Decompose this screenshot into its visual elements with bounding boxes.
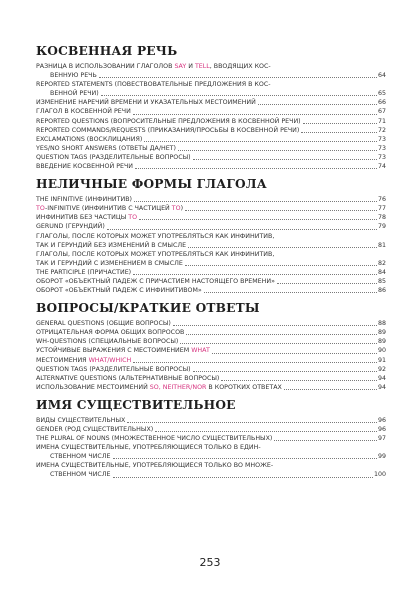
toc-entry-line bbox=[36, 71, 386, 80]
page-ref: 76 bbox=[377, 196, 386, 204]
toc-entry-line bbox=[36, 319, 386, 328]
toc-entry-text bbox=[36, 195, 132, 204]
toc-entry-line bbox=[36, 337, 386, 346]
toc-entry-text bbox=[36, 374, 219, 383]
toc-entry-line bbox=[36, 268, 386, 277]
entry-text-part: УСТОЙЧИВЫЕ ВЫРАЖЕНИЯ С МЕСТОИМЕНИЕМ bbox=[36, 347, 192, 355]
dot-leader bbox=[258, 104, 377, 105]
page-ref: 71 bbox=[377, 117, 386, 125]
page-ref: 100 bbox=[373, 471, 386, 479]
toc-entry-text bbox=[36, 222, 105, 231]
toc-entry[interactable] bbox=[22, 80, 386, 98]
toc-entry-line bbox=[36, 232, 386, 241]
toc-entry-text bbox=[36, 204, 183, 213]
toc-entry-line bbox=[36, 452, 386, 461]
dot-leader bbox=[193, 159, 377, 160]
entry-text-part: QUESTION TAGS (РАЗДЕЛИТЕЛЬНЫЕ ВОПРОСЫ) bbox=[36, 365, 191, 373]
toc-section bbox=[22, 398, 386, 480]
toc-entry[interactable] bbox=[22, 337, 386, 346]
toc-entry-line bbox=[36, 213, 386, 222]
toc-entry-text bbox=[36, 117, 301, 126]
entry-text-part: ГЛАГОЛЫ, ПОСЛЕ КОТОРЫХ МОЖЕТ УПОТРЕБЛЯТЬСЯ КАК ИНФИНИТИВ, bbox=[36, 232, 275, 240]
page-ref: 66 bbox=[377, 99, 386, 107]
section-title: НЕЛИЧНЫЕ ФОРМЫ ГЛАГОЛА bbox=[36, 177, 267, 192]
entry-text-part: THE PLURAL OF NOUNS (МНОЖЕСТВЕННОЕ ЧИСЛО СУЩЕСТВИТЕЛЬНЫХ) bbox=[36, 435, 273, 443]
highlighted-term: TELL bbox=[194, 63, 210, 70]
highlighted-term: WHAT bbox=[191, 347, 210, 355]
entry-text-part: ГЛАГОЛ В КОСВЕННОЙ РЕЧИ bbox=[36, 108, 131, 116]
entry-text-part: ГЛАГОЛЫ, ПОСЛЕ КОТОРЫХ МОЖЕТ УПОТРЕБЛЯТЬСЯ КАК ИНФИНИТИВ, bbox=[36, 250, 275, 258]
toc-entry-text bbox=[36, 383, 282, 392]
toc-entry[interactable] bbox=[22, 374, 386, 383]
toc-entry[interactable] bbox=[22, 268, 386, 277]
page-ref: 91 bbox=[377, 356, 386, 364]
toc-entry[interactable] bbox=[22, 144, 386, 153]
entry-text-part: WH-QUESTIONS (СПЕЦИАЛЬНЫЕ ВОПРОСЫ) bbox=[36, 338, 179, 346]
entry-text-part: ОБОРОТ «ОБЪЕКТНЫЙ ПАДЕЖ С ПРИЧАСТИЕМ НАСТОЯЩЕГО ВРЕМЕНИ» bbox=[36, 277, 275, 285]
highlighted-term: TO bbox=[128, 214, 138, 222]
toc-entry-line bbox=[36, 250, 386, 259]
entry-text-part: REPORTED COMMANDS/REQUESTS (ПРИКАЗАНИЯ/ПРОСЬБЫ В КОСВЕННОЙ РЕЧИ) bbox=[36, 126, 300, 134]
toc-entry-line bbox=[36, 286, 386, 295]
toc-entry-line bbox=[36, 434, 386, 443]
toc-entry[interactable] bbox=[22, 434, 386, 443]
toc-entry-line bbox=[36, 259, 386, 268]
entry-text-part: ОБОРОТ «ОБЪЕКТНЫЙ ПАДЕЖ С ИНФИНИТИВОМ» bbox=[36, 287, 202, 295]
entry-text-part: В КОРОТКИХ ОТВЕТАХ bbox=[206, 383, 282, 391]
toc-entry[interactable] bbox=[22, 153, 386, 162]
entry-text-part: СТВЕННОМ ЧИСЛЕ bbox=[50, 453, 111, 461]
toc-entry-text bbox=[36, 135, 142, 144]
page-ref: 92 bbox=[377, 365, 386, 373]
toc-entry-text bbox=[36, 416, 125, 425]
dot-leader bbox=[144, 141, 377, 142]
entry-text-part: THE INFINITIVE (ИНФИНИТИВ) bbox=[36, 196, 132, 204]
entry-text-part: , ВВОДЯЩИХ КОС- bbox=[209, 63, 271, 70]
toc-entry[interactable] bbox=[22, 416, 386, 425]
dot-leader bbox=[284, 389, 377, 390]
toc-entry[interactable] bbox=[22, 461, 386, 479]
entry-text-part: ТАК И ГЕРУНДИЙ БЕЗ ИЗМЕНЕНИЙ В СМЫСЛЕ bbox=[36, 241, 187, 249]
page-ref: 97 bbox=[377, 435, 386, 443]
dot-leader bbox=[188, 247, 377, 248]
entry-text-part: ИСПОЛЬЗОВАНИЕ МЕСТОИМЕНИЙ bbox=[36, 383, 150, 391]
page-ref: 99 bbox=[377, 453, 386, 461]
entry-text-part: И bbox=[186, 63, 195, 70]
section-title: ИМЯ СУЩЕСТВИТЕЛЬНОЕ bbox=[36, 397, 236, 412]
toc-entry[interactable] bbox=[22, 356, 386, 365]
page-ref: 67 bbox=[377, 108, 386, 116]
toc-entry-line bbox=[36, 383, 386, 392]
toc-entry-line bbox=[36, 443, 386, 452]
entry-text-part: ТАК И ГЕРУНДИЙ С ИЗМЕНЕНИЕМ В СМЫСЛЕ bbox=[36, 259, 183, 267]
toc-entry[interactable] bbox=[22, 319, 386, 328]
page-ref: 96 bbox=[377, 426, 386, 433]
page-ref: 84 bbox=[377, 268, 386, 276]
dot-leader bbox=[134, 201, 377, 202]
entry-text-part: ИМЕНА СУЩЕСТВИТЕЛЬНЫЕ, УПОТРЕБЛЯЮЩИЕСЯ ТОЛЬКО ВО МНОЖЕ- bbox=[36, 462, 274, 470]
toc-entry[interactable] bbox=[22, 277, 386, 286]
toc-entry[interactable] bbox=[22, 204, 386, 213]
toc-entry-line bbox=[36, 328, 386, 337]
toc-entry-line bbox=[36, 126, 386, 135]
entry-text-part: REPORTED STATEMENTS (ПОВЕСТВОВАТЕЛЬНЫЕ ПРЕДЛОЖЕНИЯ В КОС- bbox=[36, 81, 271, 89]
toc-entry-text bbox=[36, 356, 131, 365]
dot-leader bbox=[277, 283, 377, 284]
page-ref: 73 bbox=[377, 153, 386, 161]
entry-text-part: GENDER (РОД СУЩЕСТВИТЕЛЬНЫХ) bbox=[36, 426, 154, 433]
toc-entry-text bbox=[36, 286, 202, 295]
toc-entry-text bbox=[36, 337, 178, 346]
dot-leader bbox=[204, 292, 377, 293]
toc-entry-line bbox=[36, 195, 386, 204]
highlighted-term: SO, NEITHER/NOR bbox=[149, 383, 207, 391]
toc-entry-line bbox=[36, 365, 386, 374]
toc-entry[interactable] bbox=[22, 328, 386, 337]
dot-leader bbox=[186, 334, 377, 335]
toc-entry-text bbox=[36, 443, 261, 452]
toc-entry-text bbox=[36, 213, 137, 222]
toc-entry-text bbox=[36, 144, 176, 153]
toc-entry[interactable] bbox=[22, 117, 386, 126]
toc-entry-text bbox=[50, 452, 111, 461]
toc-entry-text bbox=[36, 277, 275, 286]
toc-entry-line bbox=[36, 470, 386, 479]
toc-entry[interactable] bbox=[22, 286, 386, 295]
toc-entry-line bbox=[36, 241, 386, 250]
highlighted-term: SAY bbox=[174, 63, 187, 70]
entry-text-part: ИМЕНА СУЩЕСТВИТЕЛЬНЫЕ, УПОТРЕБЛЯЮЩИЕСЯ ТОЛЬКО В ЕДИН- bbox=[36, 444, 261, 452]
entry-text-part: EXCLAMATIONS (ВОСКЛИЦАНИЯ) bbox=[36, 135, 143, 143]
toc-entry-text bbox=[36, 268, 131, 277]
dot-leader bbox=[221, 380, 377, 381]
toc-section bbox=[22, 44, 386, 171]
dot-leader bbox=[173, 325, 377, 326]
page-ref: 78 bbox=[377, 214, 386, 222]
toc-entry-line bbox=[36, 222, 386, 231]
toc-entry-text bbox=[36, 328, 184, 337]
entry-text-part: ИЗМЕНЕНИЕ НАРЕЧИЙ ВРЕМЕНИ И УКАЗАТЕЛЬНЫХ МЕСТОИМЕНИЙ bbox=[36, 99, 256, 107]
dot-leader bbox=[133, 362, 377, 363]
entry-text-part: YES/NO SHORT ANSWERS (ОТВЕТЫ ДА/НЕТ) bbox=[36, 144, 176, 152]
entry-text-part: GERUND (ГЕРУНДИЙ) bbox=[36, 223, 105, 231]
entry-text-part: ВЕННУЮ РЕЧЬ bbox=[50, 72, 97, 80]
dot-leader bbox=[303, 123, 377, 124]
toc-entry-line bbox=[36, 346, 386, 355]
toc-entry[interactable] bbox=[22, 62, 386, 80]
dot-leader bbox=[113, 477, 373, 478]
toc-entry-text bbox=[36, 162, 133, 171]
highlighted-term: TO bbox=[171, 205, 181, 213]
page-ref: 81 bbox=[377, 241, 386, 249]
toc-entry-line bbox=[36, 153, 386, 162]
entry-text-part: СТВЕННОМ ЧИСЛЕ bbox=[50, 471, 111, 479]
page-ref: 85 bbox=[377, 277, 386, 285]
toc-entry[interactable] bbox=[22, 126, 386, 135]
entry-text-part: -INFINITIVE (ИНФИНИТИВ С ЧАСТИЦЕЙ bbox=[44, 205, 172, 213]
dot-leader bbox=[113, 458, 377, 459]
toc-entry[interactable] bbox=[22, 213, 386, 222]
page-ref: 89 bbox=[377, 329, 386, 337]
toc-entry[interactable] bbox=[22, 98, 386, 107]
entry-text-part: GENERAL QUESTIONS (ОБЩИЕ ВОПРОСЫ) bbox=[36, 320, 171, 328]
toc-entry-text bbox=[36, 425, 153, 434]
entry-text-part: ОТРИЦАТЕЛЬНАЯ ФОРМА ОБЩИХ ВОПРОСОВ bbox=[36, 329, 185, 337]
toc-entry-line bbox=[36, 89, 386, 98]
toc-entry[interactable] bbox=[22, 383, 386, 392]
page-ref: 90 bbox=[377, 347, 386, 355]
toc-entry-text bbox=[36, 250, 274, 259]
dot-leader bbox=[127, 422, 377, 423]
toc-entry-line bbox=[36, 62, 386, 71]
toc-entry-line bbox=[36, 144, 386, 153]
toc-entry[interactable] bbox=[22, 232, 386, 250]
entry-text-part: ) bbox=[180, 205, 184, 213]
toc-entry-text bbox=[36, 232, 274, 241]
toc-entry[interactable] bbox=[22, 162, 386, 171]
toc-entry-line bbox=[36, 356, 386, 365]
toc-entry-text bbox=[50, 470, 111, 479]
page-ref: 77 bbox=[377, 205, 386, 213]
page-ref: 89 bbox=[377, 338, 386, 346]
entry-text-part: РАЗНИЦА В ИСПОЛЬЗОВАНИИ ГЛАГОЛОВ bbox=[36, 63, 175, 70]
toc-entry-text bbox=[36, 153, 191, 162]
toc-section bbox=[22, 301, 386, 392]
dot-leader bbox=[101, 95, 377, 96]
table-of-contents bbox=[22, 44, 386, 486]
toc-entry-text bbox=[50, 89, 99, 98]
dot-leader bbox=[107, 229, 377, 230]
toc-section bbox=[22, 177, 386, 295]
page-ref: 74 bbox=[377, 163, 386, 171]
page-ref: 73 bbox=[377, 135, 386, 143]
toc-entry-line bbox=[36, 162, 386, 171]
entry-text-part: ИНФИНИТИВ БЕЗ ЧАСТИЦЫ bbox=[36, 214, 129, 222]
section-title: ВОПРОСЫ/КРАТКИЕ ОТВЕТЫ bbox=[36, 301, 260, 316]
toc-entry[interactable] bbox=[22, 365, 386, 374]
dot-leader bbox=[133, 274, 377, 275]
toc-entry-text bbox=[36, 434, 272, 443]
toc-entry-line bbox=[36, 135, 386, 144]
toc-entry-text bbox=[36, 98, 256, 107]
toc-entry[interactable] bbox=[22, 443, 386, 461]
toc-entry-text bbox=[36, 241, 186, 250]
page-ref: 94 bbox=[377, 383, 386, 391]
toc-entry-text bbox=[36, 346, 210, 355]
dot-leader bbox=[193, 371, 377, 372]
dot-leader bbox=[301, 132, 377, 133]
toc-entry-line bbox=[36, 416, 386, 425]
entry-text-part: ВВЕДЕНИЕ КОСВЕННОЙ РЕЧИ bbox=[36, 163, 134, 171]
page-ref: 96 bbox=[377, 416, 386, 424]
dot-leader bbox=[185, 210, 377, 211]
page-ref: 79 bbox=[377, 223, 386, 231]
toc-entry-line bbox=[36, 98, 386, 107]
toc-entry-line bbox=[36, 117, 386, 126]
page-ref: 82 bbox=[377, 259, 386, 267]
entry-text-part: QUESTION TAGS (РАЗДЕЛИТЕЛЬНЫЕ ВОПРОСЫ) bbox=[36, 153, 191, 161]
toc-entry[interactable] bbox=[22, 107, 386, 116]
toc-entry-line bbox=[36, 107, 386, 116]
page-ref: 65 bbox=[377, 90, 386, 98]
page-ref: 72 bbox=[377, 126, 386, 134]
toc-entry-text bbox=[50, 71, 97, 80]
toc-entry-text bbox=[36, 126, 299, 135]
page-ref: 86 bbox=[377, 287, 386, 295]
toc-entry[interactable] bbox=[22, 135, 386, 144]
toc-entry[interactable] bbox=[22, 425, 386, 434]
dot-leader bbox=[139, 219, 377, 220]
toc-entry-text bbox=[36, 107, 131, 116]
toc-entry-text bbox=[36, 259, 183, 268]
highlighted-term: TO bbox=[36, 205, 45, 213]
highlighted-term: WHAT/WHICH bbox=[88, 356, 132, 364]
toc-entry-line bbox=[36, 277, 386, 286]
page-ref: 64 bbox=[377, 72, 386, 80]
toc-entry-text bbox=[36, 461, 273, 470]
dot-leader bbox=[99, 77, 377, 78]
toc-entry[interactable] bbox=[22, 222, 386, 231]
page-number: 253 bbox=[199, 556, 221, 569]
toc-entry-line bbox=[36, 374, 386, 383]
toc-entry-line bbox=[36, 425, 386, 434]
dot-leader bbox=[185, 265, 377, 266]
dot-leader bbox=[274, 440, 377, 441]
toc-entry-text bbox=[36, 365, 191, 374]
entry-text-part: МЕСТОИМЕНИЯ bbox=[36, 356, 89, 364]
entry-text-part: REPORTED QUESTIONS (ВОПРОСИТЕЛЬНЫЕ ПРЕДЛОЖЕНИЯ В КОСВЕННОЙ РЕЧИ) bbox=[36, 117, 301, 125]
entry-text-part: ВИДЫ СУЩЕСТВИТЕЛЬНЫХ bbox=[36, 416, 126, 424]
dot-leader bbox=[155, 431, 377, 432]
entry-text-part: ALTERNATIVE QUESTIONS (АЛЬТЕРНАТИВНЫЕ ВОПРОСЫ) bbox=[36, 374, 220, 382]
page-ref: 73 bbox=[377, 144, 386, 152]
dot-leader bbox=[133, 114, 377, 115]
toc-entry-text bbox=[36, 319, 171, 328]
section-title: КОСВЕННАЯ РЕЧЬ bbox=[36, 44, 178, 58]
dot-leader bbox=[178, 150, 377, 151]
entry-text-part: THE PARTICIPLE (ПРИЧАСТИЕ) bbox=[36, 268, 132, 276]
toc-entry-line bbox=[36, 461, 386, 470]
toc-entry-line bbox=[36, 204, 386, 213]
page-ref: 88 bbox=[377, 320, 386, 328]
toc-entry[interactable] bbox=[22, 250, 386, 268]
dot-leader bbox=[180, 343, 377, 344]
entry-text-part: ВЕННОЙ РЕЧИ) bbox=[50, 90, 99, 98]
toc-entry-text bbox=[36, 62, 271, 71]
dot-leader bbox=[212, 353, 377, 354]
toc-entry[interactable] bbox=[22, 346, 386, 355]
dot-leader bbox=[135, 168, 377, 169]
page-ref: 94 bbox=[377, 374, 386, 382]
toc-entry-text bbox=[36, 80, 271, 89]
toc-entry[interactable] bbox=[22, 195, 386, 204]
toc-entry-line bbox=[36, 80, 386, 89]
